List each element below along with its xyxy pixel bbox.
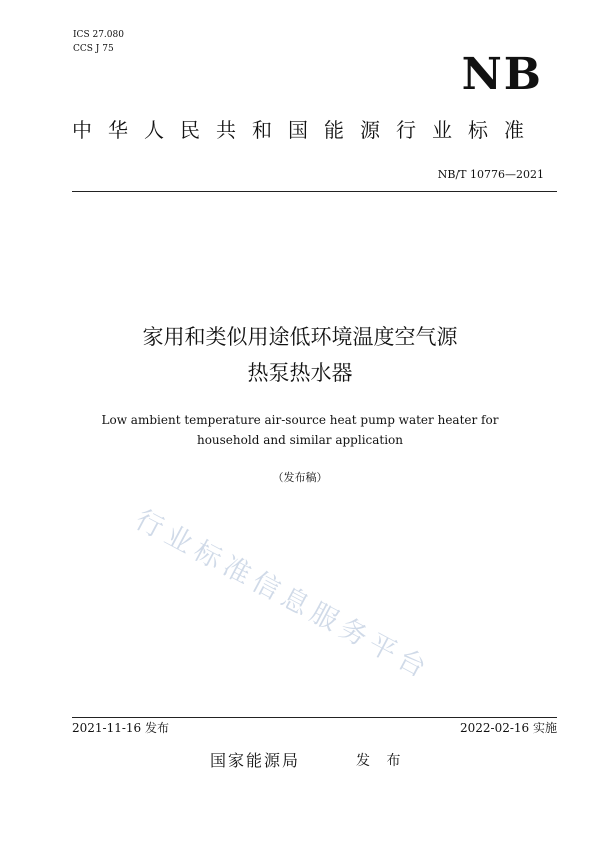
ccs-code: CCS J 75 [73, 44, 114, 54]
issue-label: 发 布 [356, 753, 407, 769]
standard-brand-logo: NB [461, 49, 543, 100]
chinese-title-line-1: 家用和类似用途低环境温度空气源 [142, 325, 458, 349]
standard-number: NB/T 10776—2021 [437, 168, 544, 181]
header-divider [72, 191, 557, 192]
draft-status: （发布稿） [272, 471, 328, 484]
ics-code: ICS 27.080 [73, 30, 124, 40]
publish-date: 2021-11-16 发布 [72, 721, 170, 735]
footer-divider [72, 717, 557, 718]
english-title-line-2: household and similar application [196, 433, 404, 447]
chinese-title-line-2: 热泵热水器 [247, 361, 353, 385]
issuing-authority: 国家能源局 [210, 751, 301, 770]
implement-date: 2022-02-16 实施 [459, 721, 557, 735]
industry-standard-heading: 中华人民共和国能源行业标准 [72, 118, 540, 142]
watermark-text: 行业标准信息服务平台 [130, 504, 437, 687]
english-title-line-1: Low ambient temperature air-source heat pump water heater for [101, 413, 499, 427]
